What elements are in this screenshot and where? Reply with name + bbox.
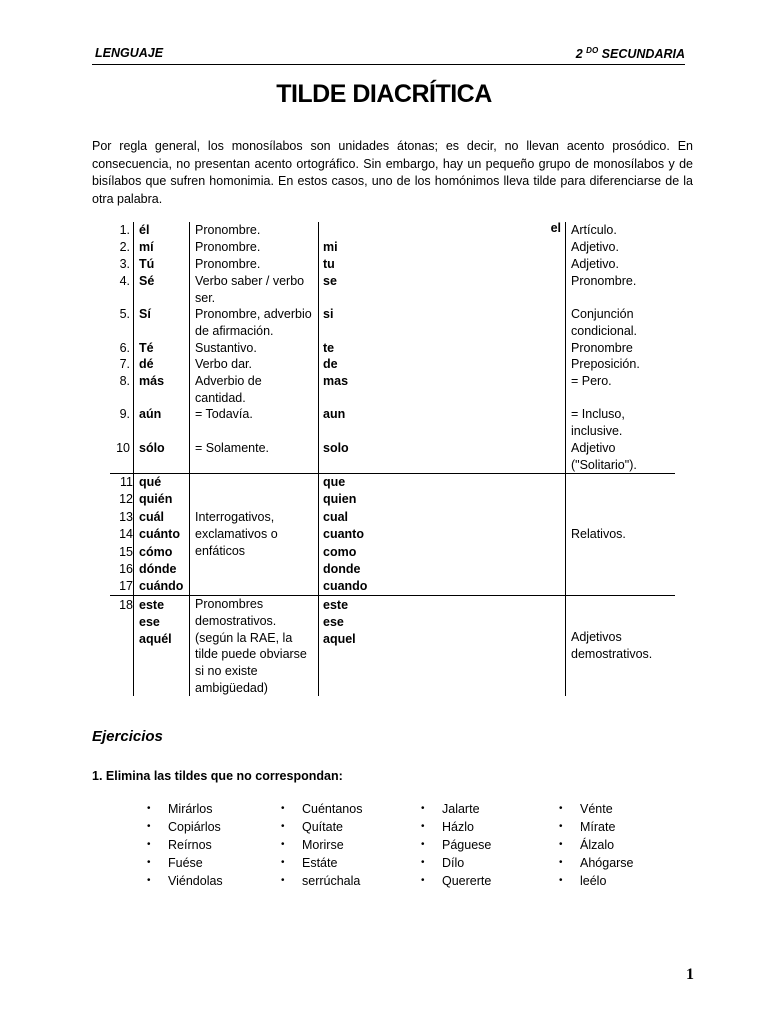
exercise-word: Quítate (302, 820, 343, 834)
accented-word: ese (139, 615, 160, 629)
accented-word-description: Adverbio de (195, 374, 262, 388)
accented-word: mí (139, 240, 154, 254)
bullet-icon: • (147, 839, 151, 850)
exercise-word: Vénte (580, 802, 613, 816)
bullet-icon: • (281, 839, 285, 850)
exercise-word-item (421, 818, 474, 836)
accented-word-description: ser. (195, 290, 216, 305)
exercise-word: Jalarte (442, 802, 480, 816)
row-number: 18 (119, 598, 133, 612)
header-subject: LENGUAJE (95, 46, 164, 60)
unaccented-word: el (550, 221, 561, 235)
accented-word: sólo (139, 441, 165, 455)
exercise-word-item (281, 872, 361, 890)
accented-word: cómo (139, 544, 173, 559)
accented-word: Tú (139, 257, 155, 271)
row-number: 1. (119, 223, 130, 237)
accented-word: cuándo (139, 579, 184, 594)
unaccented-word-description: Artículo. (571, 223, 617, 237)
row-number: 10 (116, 441, 130, 455)
row-number: 15 (119, 544, 133, 559)
row-number: 7. (119, 357, 130, 371)
bullet-icon: • (421, 839, 425, 850)
accented-word-description: Verbo saber / verbo (195, 274, 305, 288)
unaccented-word-description: Pronombre (571, 341, 633, 355)
unaccented-word-description: ("Solitario"). (571, 457, 637, 472)
accented-word: quién (139, 492, 173, 507)
page-title: TILDE DIACRÍTICA (276, 80, 492, 108)
exercise-word: Morirse (302, 838, 344, 852)
exercise-word: Mirárlos (168, 802, 213, 816)
unaccented-word: mas (323, 374, 349, 388)
bullet-icon: • (281, 875, 285, 886)
row-number: 14 (119, 527, 133, 542)
group-description: Interrogativos, (195, 510, 275, 524)
unaccented-word-description: Pronombre. (571, 274, 637, 288)
accented-word: este (139, 598, 165, 612)
row-number: 4. (119, 274, 130, 288)
bullet-icon: • (147, 875, 151, 886)
row-number: 13 (119, 509, 133, 524)
accented-word: qué (139, 475, 162, 489)
accented-word-description: Sustantivo. (195, 341, 257, 355)
accented-word: dé (139, 357, 154, 371)
exercise-word-item (147, 854, 203, 872)
accented-word: Té (139, 341, 154, 355)
exercise-word-item (147, 800, 213, 818)
unaccented-word: si (323, 307, 334, 321)
exercise-word-item (559, 836, 615, 854)
group-description: Pronombres (195, 597, 264, 611)
bullet-icon: • (147, 821, 151, 832)
group-description: exclamativos o (195, 526, 278, 541)
unaccented-word-description: Adjetivo (571, 441, 616, 455)
group-description: enfáticos (195, 543, 246, 558)
exercise-word-item (559, 818, 616, 836)
accented-word-description: = Solamente. (195, 441, 270, 455)
accented-word: dónde (139, 562, 177, 576)
bullet-icon: • (281, 803, 285, 814)
exercise-word-item (559, 854, 634, 872)
accented-word-description: de afirmación. (195, 323, 274, 338)
accented-word: Sí (139, 307, 151, 321)
unaccented-word: solo (323, 441, 349, 455)
unaccented-word: te (323, 341, 335, 355)
unaccented-word-description: Conjunción (571, 307, 634, 321)
accented-word-description: cantidad. (195, 390, 246, 405)
exercise-word: Viéndolas (168, 874, 223, 888)
accented-word-description: Pronombre, adverbio (195, 307, 312, 321)
unaccented-word-description: condicional. (571, 323, 638, 338)
exercise-word: leélo (580, 874, 607, 888)
bullet-icon: • (559, 839, 563, 850)
row-number: 8. (119, 374, 130, 388)
table-col-line-2 (189, 222, 190, 696)
unaccented-word-description: Adjetivo. (571, 257, 619, 271)
accented-word-description: Pronombre. (195, 240, 261, 254)
table-col-line-1 (133, 222, 134, 696)
accented-word: más (139, 374, 165, 388)
bullet-icon: • (559, 803, 563, 814)
exercise-word: Cuéntanos (302, 802, 363, 816)
exercise-word: Fuése (168, 856, 203, 870)
unaccented-word: mi (323, 240, 338, 254)
unaccented-word-description: = Pero. (571, 374, 612, 388)
unaccented-word: cual (323, 509, 349, 524)
exercise-word-item (421, 800, 480, 818)
row-number: 16 (119, 562, 133, 576)
unaccented-word-description: inclusive. (571, 423, 623, 438)
row-number: 2. (119, 240, 130, 254)
bullet-icon: • (559, 857, 563, 868)
exercise-word: Házlo (442, 820, 474, 834)
exercise-word-item (559, 872, 607, 890)
exercise-word: serrúchala (302, 874, 361, 888)
bullet-icon: • (421, 821, 425, 832)
unaccented-word: tu (323, 257, 335, 271)
exercise-word-item (147, 872, 223, 890)
unaccented-word: quien (323, 492, 357, 507)
unaccented-word-description: Adjetivo. (571, 240, 619, 254)
bullet-icon: • (281, 857, 285, 868)
accented-word: él (139, 223, 150, 237)
row-number: 6. (119, 341, 130, 355)
row-number: 9. (119, 407, 130, 421)
group-description: tilde puede obviarse (195, 647, 307, 662)
unaccented-word: como (323, 544, 357, 559)
exercise-word: Mírate (580, 820, 616, 834)
accented-word-description: Pronombre. (195, 223, 261, 237)
header-grade: 2 $^{DO}$ SECUNDARIA (575, 46, 685, 62)
exercise-word-item (421, 836, 492, 854)
exercise-word: Álzalo (580, 838, 615, 852)
exercise-word: Ahógarse (580, 856, 634, 870)
exercise-word: Páguese (442, 838, 492, 852)
accented-word: cuánto (139, 527, 180, 542)
exercise-word-item (281, 818, 343, 836)
exercise-word-item (421, 872, 492, 890)
exercise-word-item (281, 800, 363, 818)
group-description: si no existe (195, 664, 258, 679)
page-number: 1 (686, 966, 694, 983)
accented-word: aquél (139, 632, 172, 646)
exercise-word-item (421, 854, 465, 872)
exercise-1-instruction: 1. Elimina las tildes que no correspondan: (92, 769, 343, 783)
intro-paragraph: Por regla general, los monosílabos son unidades átonas; es decir, no llevan acento prosódico. En consecuencia, no presentan acento ortográfico. Sin embargo, hay un pequeño grupo de monosílabos y de bisílabos que sufren homonimia. En estos casos, uno de los homónimos lleva tilde para diferenciarse de la otra palabra. (92, 139, 693, 206)
group-description: (según la RAE, la (195, 630, 293, 645)
accented-word: Sé (139, 274, 155, 288)
unaccented-word: cuando (323, 579, 368, 594)
accented-word: cuál (139, 509, 165, 524)
group-description-2: Relativos. (571, 527, 626, 541)
bullet-icon: • (559, 875, 563, 886)
unaccented-word: este (323, 598, 349, 612)
row-number: 12 (119, 492, 133, 507)
exercise-word-item (559, 800, 613, 818)
accented-word-description: Pronombre. (195, 257, 261, 271)
table-col-line-3 (318, 222, 319, 696)
accented-word-description: Verbo dar. (195, 357, 252, 371)
unaccented-word: ese (323, 615, 344, 629)
bullet-icon: • (421, 803, 425, 814)
accented-word-description: = Todavía. (195, 407, 253, 421)
unaccented-word: que (323, 475, 346, 489)
bullet-icon: • (421, 875, 425, 886)
unaccented-word: cuanto (323, 527, 364, 542)
exercise-word: Quererte (442, 874, 492, 888)
row-number: 5. (119, 307, 130, 321)
row-number: 3. (119, 257, 130, 271)
group-description: ambigüedad) (195, 681, 268, 695)
exercise-word: Estáte (302, 856, 338, 870)
group-description-2: Adjetivos (571, 630, 622, 644)
exercise-word-item (147, 836, 212, 854)
accented-word: aún (139, 407, 162, 421)
exercises-title: Ejercicios (92, 728, 163, 745)
exercise-word: Reírnos (168, 838, 212, 852)
bullet-icon: • (559, 821, 563, 832)
bullet-icon: • (281, 821, 285, 832)
unaccented-word: de (323, 357, 338, 371)
unaccented-word: se (323, 274, 337, 288)
unaccented-word: aun (323, 407, 346, 421)
unaccented-word-description: Preposición. (571, 357, 640, 371)
row-number: 17 (119, 579, 133, 594)
exercise-word-item (281, 836, 344, 854)
group-description-2: demostrativos. (571, 646, 653, 661)
exercise-word-item (147, 818, 221, 836)
unaccented-word-description: = Incluso, (571, 407, 625, 421)
unaccented-word: donde (323, 562, 361, 576)
table-col-line-4 (565, 222, 566, 696)
row-number: 11 (120, 475, 133, 489)
bullet-icon: • (147, 803, 151, 814)
exercise-word-item (281, 854, 338, 872)
bullet-icon: • (421, 857, 425, 868)
group-description: demostrativos. (195, 613, 277, 628)
exercise-word: Dílo (442, 856, 465, 870)
bullet-icon: • (147, 857, 151, 868)
exercise-word: Copiárlos (168, 820, 221, 834)
unaccented-word: aquel (323, 632, 356, 646)
